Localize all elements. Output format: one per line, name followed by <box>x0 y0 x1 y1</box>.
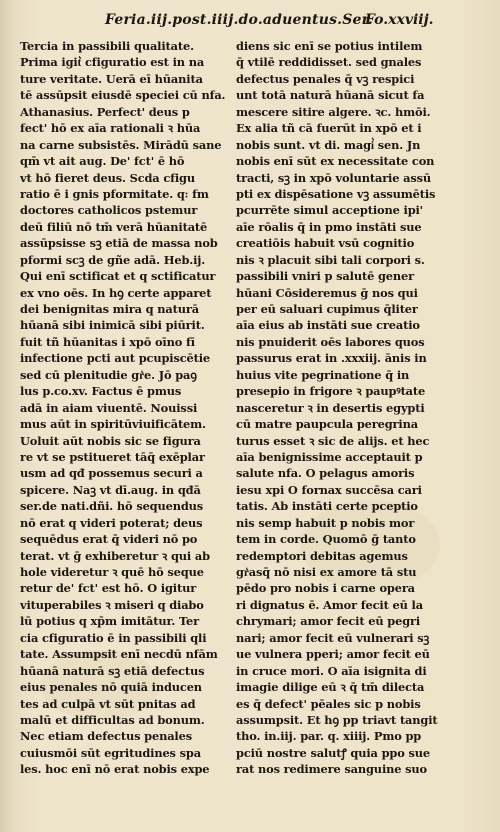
text-line: per eū saluari cupimus q̄liter <box>236 302 418 316</box>
text-line: les. hoc enī nō erat nobis expe <box>20 762 210 777</box>
text-line: nis pnuiderit oēs labores quos <box>236 334 425 349</box>
text-line: terat. vt ḡ exhiberetur ꝛ qui ab <box>20 548 210 563</box>
text-line: passibili vniri p salutē gener <box>236 269 414 284</box>
text-line: tate. Assumpsit enī necdū nfām <box>20 647 218 662</box>
text-line: spicere. Naꝫ vt dī.aug. in qđā <box>20 482 201 497</box>
text-line: na carne subsistēs. Mirādū sane <box>20 137 222 152</box>
text-line: tes ad culpā vt sūt pnitas ad <box>20 696 196 711</box>
text-line: fuit tñ hūanitas i xpō oīno fī <box>20 334 195 349</box>
text-line: deū filiū nō tm̄ verā hūanitatē <box>20 219 208 234</box>
text-line: vituperabiles ꝛ miseri q diabo <box>20 597 204 612</box>
text-line: cuiusmōi sūt egritudines spa <box>20 745 201 760</box>
text-line: rat nos redimere sanguine suo <box>236 762 428 777</box>
text-line: gr͛asq̄ nō nisi ex amore tā stu <box>236 565 417 579</box>
text-line: sequēdus erat q̄ videri nō po <box>20 532 198 547</box>
text-line: pcurrēte simul acceptione ipi' <box>236 203 424 218</box>
text-line: fect' hō ex aīa rationali ꝛ hūa <box>20 121 201 136</box>
text-line: tatis. Ab instāti certe pceptio <box>236 499 418 514</box>
text-line: pēdo pro nobis i carne opera <box>236 581 415 596</box>
text-line: aīa eius ab instāti sue creatio <box>236 318 420 333</box>
text-line: huius vite pegrinatione q̄ in <box>236 367 410 382</box>
text-line: re vt se pstitueret tāq̄ exēplar <box>20 449 205 464</box>
folio-number: Fo.xxviij. <box>365 12 434 28</box>
text-line: passurus erat in .xxxiij. ānis in <box>236 351 427 366</box>
text-line: ratio ē i gnis pformitate. q꞉ fm <box>20 186 209 201</box>
text-line: nobis sunt. vt di. magi͛ sen. Jn <box>236 137 421 152</box>
text-line: malū et difficultas ad bonum. <box>20 712 205 727</box>
text-line: in cruce mori. O aīa isignita di <box>236 663 427 678</box>
text-line: nō erat q videri poterat; deus <box>20 515 203 530</box>
text-line: doctores catholicos pstemur <box>20 203 198 218</box>
text-line: infectione pcti aut pcupiscētie <box>20 351 210 366</box>
text-line: ex vno oēs. In hꝯ certe apparet <box>20 285 212 300</box>
text-line: dei benignitas mira q naturā <box>20 302 199 316</box>
right-column <box>236 38 461 778</box>
running-head: Feria.iij.post.iiij.do.aduentus.Ser. <box>105 12 374 28</box>
text-line: tē assūpsit eiusdē speciei cū nfa. <box>20 88 226 103</box>
text-line: lus p.co.xv. Factus ē pmus <box>20 384 182 399</box>
text-line: chrymari; amor fecit eū pegri <box>236 614 421 629</box>
text-line: hūanā sibi inimicā sibi piūrit. <box>20 318 205 333</box>
text-line: defectus penales q̄ vꝫ respici <box>236 71 415 86</box>
text-line: mus aūt in spiritūviuificātem. <box>20 417 206 432</box>
text-line: qm̄ vt ait aug. De' fct' ē hō <box>20 154 185 169</box>
text-line: aīa benignissime acceptauit p <box>236 449 423 464</box>
text-line: diens sic enī se potius intilem <box>236 39 423 53</box>
text-line: iesu xpi O fornax succēsa cari <box>236 482 422 497</box>
text-line: assūpsisse sꝫ etiā de massa nob <box>20 236 218 251</box>
page-header <box>0 8 500 34</box>
text-line: mescere sitire algere. ꝛc. hmōi. <box>236 104 431 119</box>
text-line: lū potius q xp̄m imitātur. Ter <box>20 614 199 629</box>
text-line: Uoluit aūt nobis sic se figura <box>20 433 201 448</box>
text-line: nasceretur ꝛ in desertis egypti <box>236 400 425 415</box>
text-line: vt hō fieret deus. Scda cfigu <box>20 170 196 185</box>
text-line: hūani Cōsideremus ḡ nos qui <box>236 285 418 300</box>
text-line: adā in aiam viuentē. Nouissi <box>20 400 198 415</box>
text-line: sed cū plenitudie gr͛e. Jō paꝯ <box>20 367 197 382</box>
text-line: unt totā naturā hūanā sicut fa <box>236 88 425 103</box>
text-line: Nec etiam defectus penales <box>20 729 192 744</box>
text-line: salute nfa. O pelagus amoris <box>236 466 415 481</box>
text-line: turus esset ꝛ sic de alijs. et hec <box>236 433 430 448</box>
text-line: ser.de nati.dñi. hō sequendus <box>20 499 204 514</box>
text-line: nari; amor fecit eū vulnerari sꝫ <box>236 630 430 645</box>
text-line: hole videretur ꝛ quē hō seque <box>20 565 204 579</box>
text-line: es q̄ defect' pēales sic p nobis <box>236 696 421 711</box>
text-line: Ex alia tñ cā fuerūt in xpō et i <box>236 121 422 136</box>
text-line: nobis enī sūt ex necessitate con <box>236 154 435 169</box>
left-column <box>20 38 238 778</box>
text-line: Athanasius. Perfect' deus p <box>20 104 190 119</box>
text-line: q̄ vtilē reddidisset. sed gnales <box>236 55 422 70</box>
text-line: presepio in frigore ꝛ paupꝰtate <box>236 384 426 399</box>
text-line: cia cfiguratio ē in passibili qli <box>20 630 207 645</box>
text-line: pciū nostre salutꝭ quia ppo sue <box>236 745 430 760</box>
text-line: cū matre paupcula peregrina <box>236 417 418 432</box>
text-line: hūanā naturā sꝫ etiā defectus <box>20 663 205 678</box>
text-line: nis ꝛ placuit sibi tali corpori s. <box>236 252 425 267</box>
text-line: ue vulnera pperi; amor fecit eū <box>236 647 430 662</box>
text-line: retur de' fct' est hō. O igitur <box>20 581 197 596</box>
text-line: pformi scꝫ de gñe adā. Heb.ij. <box>20 252 206 267</box>
text-line: tem in corde. Quomō ḡ tanto <box>236 532 416 547</box>
text-line: pti ex dispēsatione vꝫ assumētis <box>236 186 436 201</box>
text-line: creatiōis habuit vsū cognitio <box>236 236 415 251</box>
text-line: nis semp habuit p nobis mor <box>236 515 415 530</box>
text-line: aīe rōalis q̄ in pmo instāti sue <box>236 219 422 234</box>
text-line: ri dignatus ē. Amor fecit eū la <box>236 597 423 612</box>
text-line: ture veritate. Uerā eī hūanita <box>20 71 203 86</box>
text-line: redemptori debitas agemus <box>236 548 408 563</box>
text-line: usm ad qđ possemus securi a <box>20 466 203 481</box>
text-line: assumpsit. Et hꝯ pp triavt tangit <box>236 712 438 727</box>
text-line: tho. in.iij. par. q. xiiij. Pmo pp <box>236 729 422 744</box>
text-line: imagie dilige eū ꝛ q̄ tm̄ dilecta <box>236 680 425 695</box>
text-line: Tercia in passibili qualitate. <box>20 39 194 53</box>
text-line: tracti, sꝫ in xpō voluntarie assū <box>236 170 432 185</box>
text-line: eius penales nō quiā inducen <box>20 680 202 695</box>
text-line: Qui enī sctificat et q sctificatur <box>20 269 216 284</box>
text-line: Prima igit͛ cfiguratio est in na <box>20 55 205 70</box>
